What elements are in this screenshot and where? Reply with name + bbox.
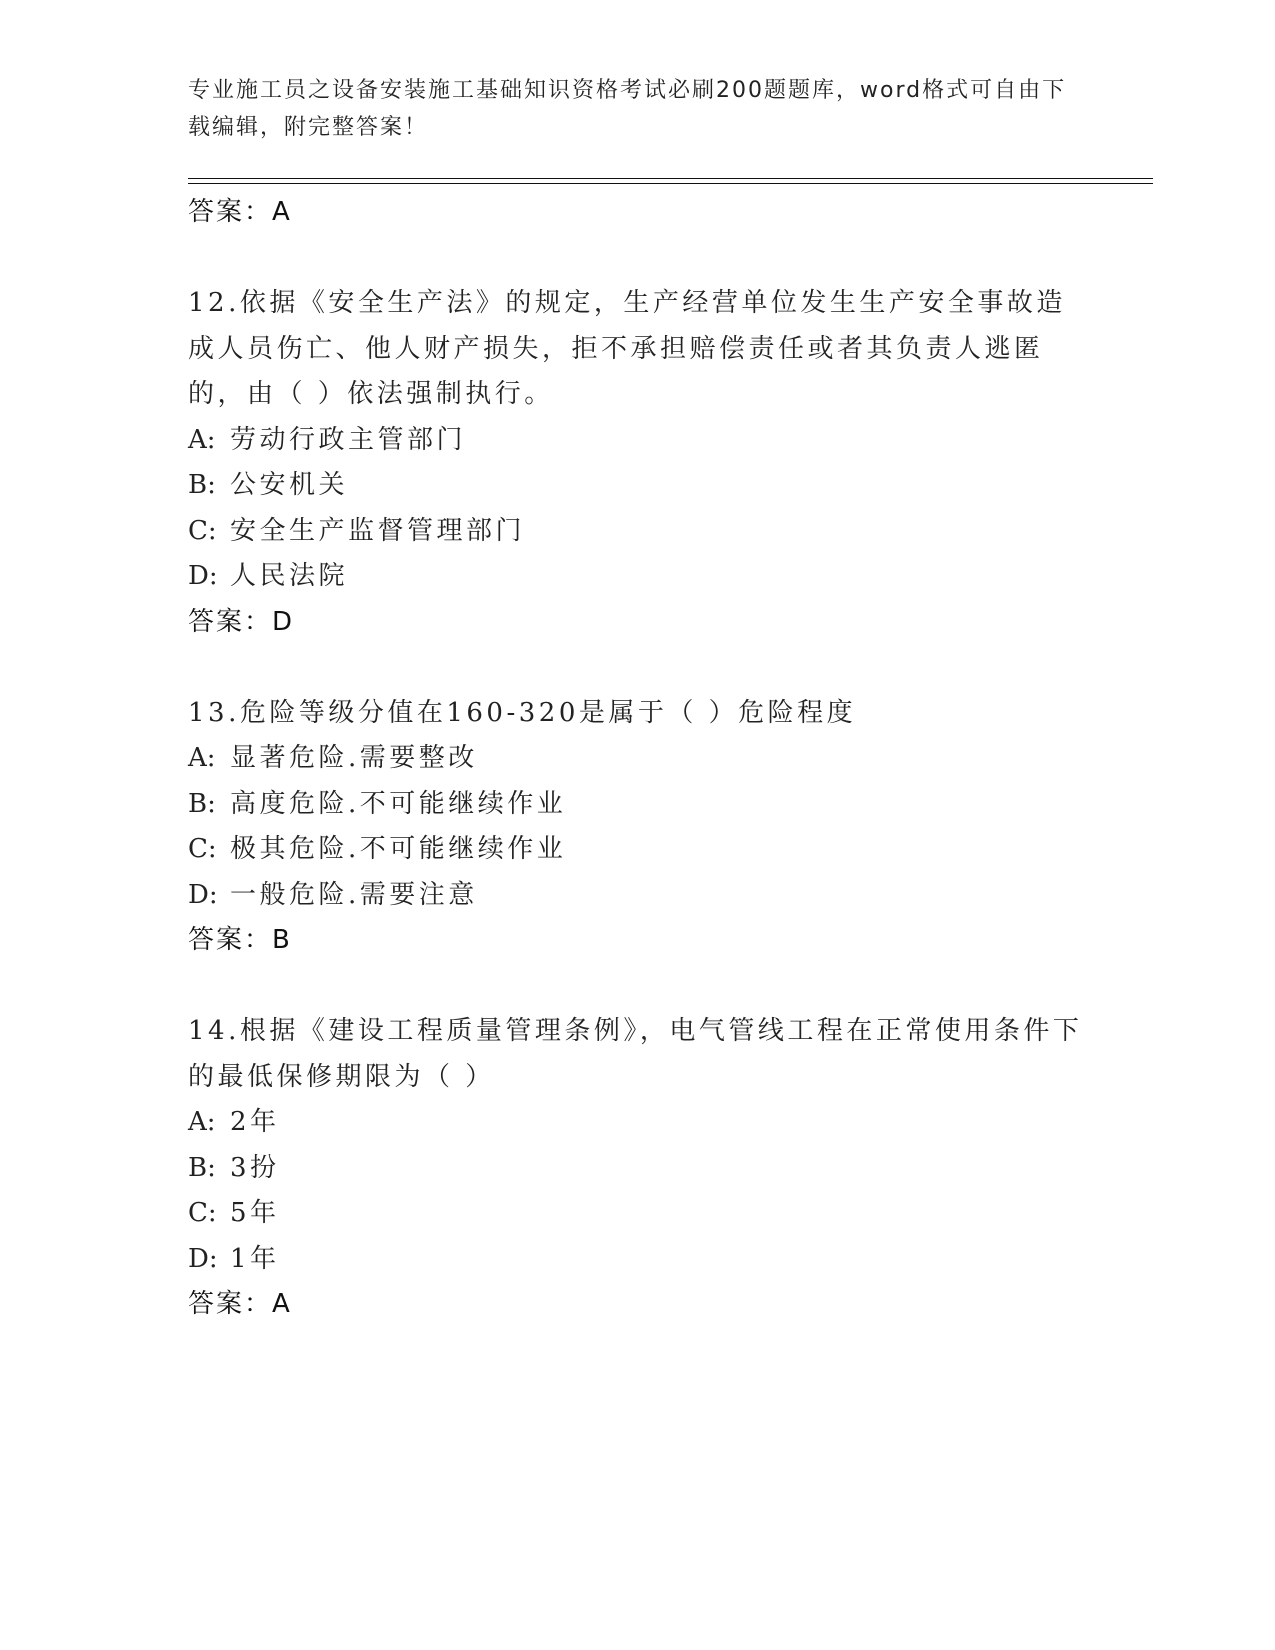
question-text: 12.依据《安全生产法》的规定，生产经营单位发生生产安全事故造成人员伤亡、他人财产损失，拒不承担赔偿责任或者其负责人逃匿的，由（ ）依法强制执行。 <box>188 288 1066 409</box>
option-text: 安全生产监督管理部门 <box>230 515 526 546</box>
option-letter: B: <box>188 788 216 819</box>
option-letter: C: <box>188 1198 217 1228</box>
answer-line: 答案：B <box>188 925 292 955</box>
option-d <box>188 1237 1088 1283</box>
option-d <box>188 873 1088 919</box>
option-c <box>188 1191 1088 1237</box>
option-b <box>188 463 1088 509</box>
option-text: 极其危险.不可能继续作业 <box>230 834 567 864</box>
option-letter: D: <box>188 1243 218 1274</box>
option-letter: D: <box>188 561 218 591</box>
option-b <box>188 782 1088 828</box>
option-text: 高度危险.不可能继续作业 <box>230 788 567 819</box>
option-letter: B: <box>188 1152 216 1183</box>
option-a <box>188 1100 1088 1146</box>
header-rule-bottom <box>188 183 1153 184</box>
question-block <box>188 691 1088 963</box>
question-content <box>188 190 1088 1326</box>
answer-line: 答案：A <box>188 1289 292 1319</box>
spacer <box>188 962 1088 1009</box>
spacer <box>188 234 1088 281</box>
option-text: 2年 <box>230 1107 280 1137</box>
option-text: 公安机关 <box>230 470 349 500</box>
option-text: 人民法院 <box>230 561 349 591</box>
option-letter: A: <box>188 743 216 773</box>
answer-line: 答案：D <box>188 606 295 637</box>
option-text: 3扮 <box>230 1152 280 1183</box>
spacer <box>188 644 1088 691</box>
answer-line: 答案：A <box>188 197 292 227</box>
option-c <box>188 827 1088 873</box>
option-text: 一般危险.需要注意 <box>230 879 478 910</box>
option-d <box>188 554 1088 600</box>
document-header: 专业施工员之设备安装施工基础知识资格考试必刷200题题库，word格式可自由下载编辑，附完整答案！ <box>188 78 1067 140</box>
question-text: 13.危险等级分值在160-320是属于（ ）危险程度 <box>188 697 857 728</box>
question-text: 14.根据《建设工程质量管理条例》，电气管线工程在正常使用条件下的最低保修期限为（ ） <box>188 1016 1083 1092</box>
option-letter: B: <box>188 470 216 500</box>
question-block <box>188 281 1088 644</box>
option-text: 劳动行政主管部门 <box>230 424 467 455</box>
option-letter: C: <box>188 515 217 546</box>
option-letter: A: <box>188 1107 216 1137</box>
header-rule-top <box>188 178 1153 179</box>
option-b <box>188 1146 1088 1192</box>
option-text: 显著危险.需要整改 <box>230 743 478 773</box>
option-letter: A: <box>188 424 216 455</box>
option-a <box>188 736 1088 782</box>
option-c <box>188 509 1088 555</box>
option-letter: C: <box>188 834 217 864</box>
option-text: 5年 <box>230 1198 280 1228</box>
option-a <box>188 418 1088 464</box>
option-letter: D: <box>188 879 218 910</box>
option-text: 1年 <box>230 1243 280 1274</box>
question-block <box>188 1009 1088 1326</box>
